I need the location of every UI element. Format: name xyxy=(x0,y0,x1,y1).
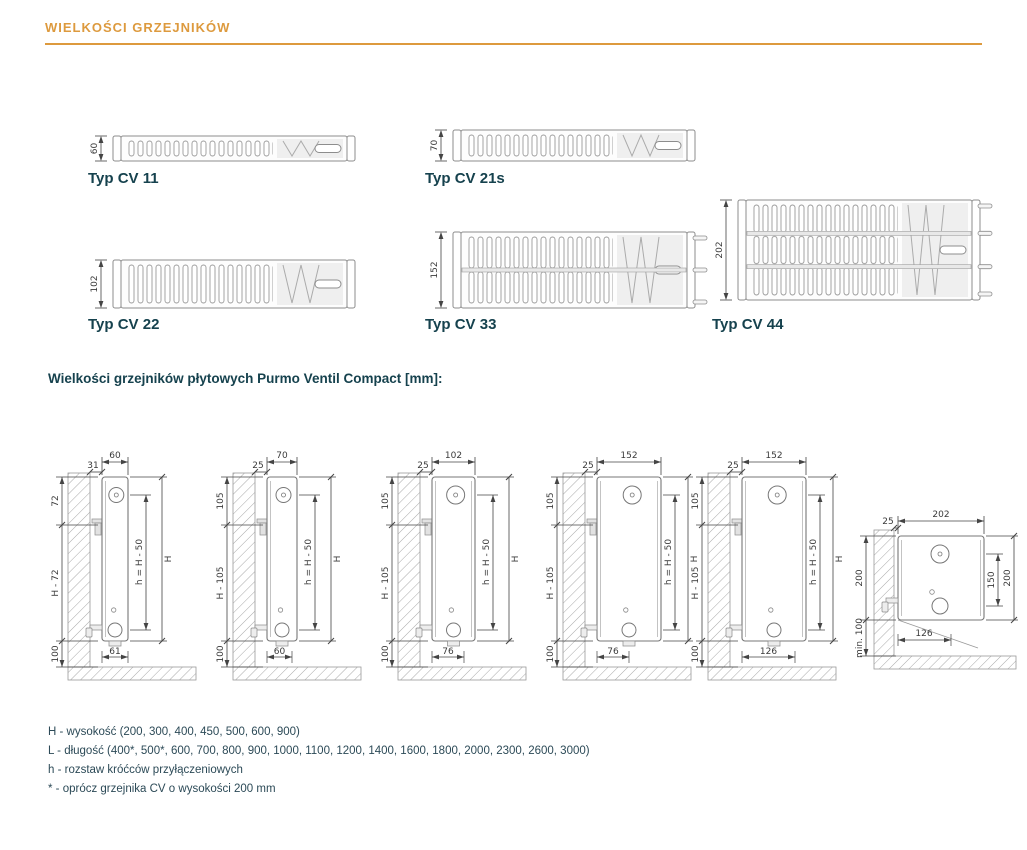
drawing-shapes xyxy=(855,510,1018,669)
radiator-top-view-drawing-0 xyxy=(85,132,369,167)
legend-line-l: L - długość (400*, 500*, 600, 700, 800, 900, 1000, 1100, 1200, 1400, 1600, 1800, 2000, 2300, 2600, 3000) xyxy=(48,745,590,757)
type-label-cv44: Typ CV 44 xyxy=(712,316,784,333)
dim-label: 72 xyxy=(51,495,61,507)
drawing-shapes xyxy=(546,451,700,680)
header-rule xyxy=(45,43,982,45)
dim-label: H xyxy=(333,555,343,563)
dim-label: 76 xyxy=(607,647,619,657)
dim-label: H xyxy=(164,555,174,563)
drawing-shapes xyxy=(430,130,695,161)
type-label-cv33: Typ CV 33 xyxy=(425,316,497,333)
dim-label: H - 105 xyxy=(381,566,391,600)
dim-label: h = H - 50 xyxy=(664,538,674,586)
drawing-shapes xyxy=(90,136,355,161)
radiator-side-view-drawing-2 xyxy=(378,425,536,693)
dim-label: 150 xyxy=(987,571,997,589)
dim-label: 200 xyxy=(855,569,865,587)
dim-label: 70 xyxy=(430,139,440,152)
radiator-side-view-drawing-3 xyxy=(543,425,701,693)
dim-label: 105 xyxy=(381,492,391,510)
radiator-top-view-drawing-3 xyxy=(425,228,709,314)
dim-label: H - 105 xyxy=(546,566,556,600)
dim-label: 25 xyxy=(727,461,739,471)
dim-label: h = H - 50 xyxy=(135,538,145,586)
dim-label: 60 xyxy=(109,451,121,461)
dim-label: 152 xyxy=(430,261,440,279)
dim-label: 100 xyxy=(381,645,391,663)
dim-label: 200 xyxy=(1003,569,1013,587)
dim-label: H - 72 xyxy=(51,569,61,597)
dim-label: 100 xyxy=(691,645,701,663)
legend-line-hh: h - rozstaw króćców przyłączeniowych xyxy=(48,764,243,776)
dim-label: 202 xyxy=(932,510,950,520)
legend xyxy=(48,726,590,802)
dim-label: h = H - 50 xyxy=(482,538,492,586)
dim-label: 100 xyxy=(216,645,226,663)
dim-label: H xyxy=(690,555,700,563)
dim-label: 25 xyxy=(882,517,894,527)
dim-label: H xyxy=(835,555,845,563)
dim-label: 126 xyxy=(759,647,778,657)
dim-label: 25 xyxy=(417,461,429,471)
drawing-shapes xyxy=(430,232,707,308)
legend-line-star: * - oprócz grzejnika CV o wysokości 200 mm xyxy=(48,783,276,795)
dim-label: 202 xyxy=(715,241,725,259)
drawing-shapes xyxy=(691,451,845,680)
dim-label: 76 xyxy=(442,647,454,657)
dim-label: 105 xyxy=(216,492,226,510)
dim-label: 61 xyxy=(109,647,121,657)
radiator-top-view-drawing-2 xyxy=(85,256,369,314)
type-label-cv22: Typ CV 22 xyxy=(88,316,160,333)
radiator-side-view-drawing-4 xyxy=(688,425,846,693)
dim-label: H - 105 xyxy=(691,566,701,600)
dim-label: h = H - 50 xyxy=(809,538,819,586)
dim-label: 70 xyxy=(276,451,288,461)
dim-label: 31 xyxy=(87,461,99,471)
drawing-shapes xyxy=(216,451,361,680)
legend-line-h: H - wysokość (200, 300, 400, 450, 500, 600, 900) xyxy=(48,726,300,738)
drawing-shapes xyxy=(90,260,355,308)
dim-label: 105 xyxy=(691,492,701,510)
drawing-shapes xyxy=(715,200,992,300)
dim-label: H xyxy=(511,555,521,563)
section-title: Wielkości grzejników płytowych Purmo Ventil Compact [mm]: xyxy=(48,371,443,386)
page-title: WIELKOŚCI GRZEJNIKÓW xyxy=(45,20,231,35)
dim-label: 60 xyxy=(273,647,286,657)
dim-label: 100 xyxy=(546,645,556,663)
dim-label: 25 xyxy=(252,461,264,471)
dim-label: 126 xyxy=(915,629,933,639)
dim-label: 102 xyxy=(90,275,100,293)
radiator-top-view-drawing-1 xyxy=(425,126,709,167)
dim-label: 60 xyxy=(90,142,100,155)
radiator-side-view-drawing-1 xyxy=(213,425,371,693)
dim-label: 152 xyxy=(765,451,783,461)
type-label-cv21s: Typ CV 21s xyxy=(425,170,505,187)
dim-label: 152 xyxy=(620,451,638,461)
radiator-side-view-drawing-0 xyxy=(48,425,206,693)
dim-label: 102 xyxy=(444,451,463,461)
dim-label: 100 xyxy=(51,645,61,663)
dim-label: h = H - 50 xyxy=(304,538,314,586)
radiator-detail-view-drawing xyxy=(852,478,1024,690)
dim-label: 25 xyxy=(582,461,594,471)
type-label-cv11: Typ CV 11 xyxy=(88,170,159,187)
dim-label: H - 105 xyxy=(216,566,226,600)
radiator-top-view-drawing-4 xyxy=(710,196,994,306)
dim-label: min. 100 xyxy=(855,618,865,658)
drawing-shapes xyxy=(51,451,196,680)
dim-label: 105 xyxy=(546,492,556,510)
drawing-shapes xyxy=(381,451,526,680)
